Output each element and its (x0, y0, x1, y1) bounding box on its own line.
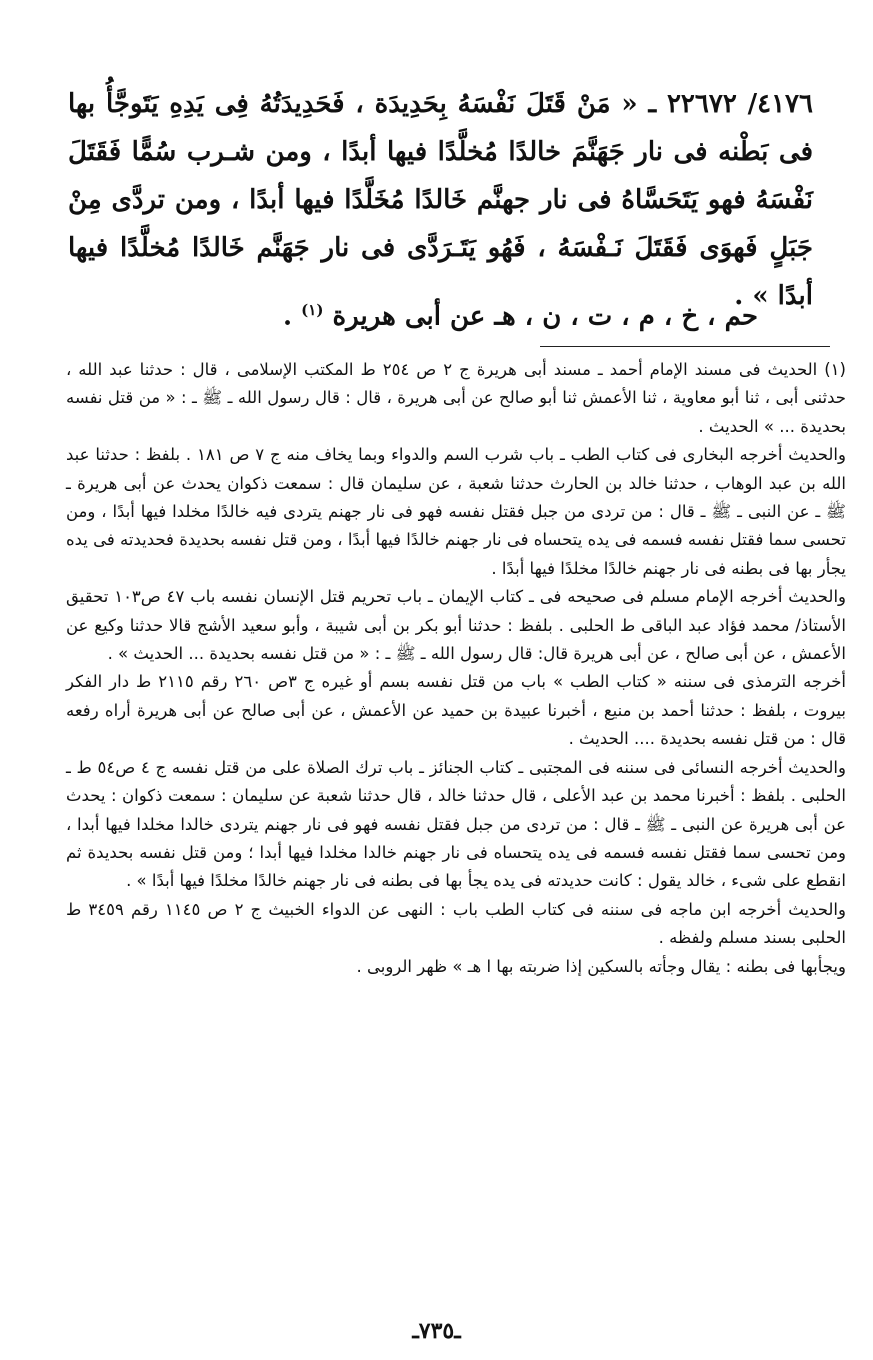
footnotes-block (66, 356, 846, 981)
footnote-paragraph: والحديث أخرجه البخارى فى كتاب الطب ـ باب شرب السم والدواء وبما يخاف منه ج ٧ ص ١٨١ . بلفظ : حدثنا عبد الله بن عبد الوهاب ، حدثنا خالد بن الحارث حدثنا شعبة ، عن سليمان قال : سمعت ذكوان يحدث عن أبى هريرة ـ ﷺ ـ عن النبى ـ ﷺ ـ قال : من تردى من جبل فقتل نفسه فهو فى نار جهنم يتردى فيه خالدًا مخلدا فيها أبدًا ، ومن تحسى سما فقتل نفسه فسمه فى يده يتحساه فى نار جهنم خالدًا فيها أبدًا ، ومن قتل نفسه بحديدة فحديدته فى يده يجأر بها فى بطنه فى نار جهنم خالدًا مخلدًا فيها أبدًا . (66, 445, 846, 578)
footnote-paragraph: ويجأبها فى بطنه : يقال وجأته بالسكين إذا ضربته بها ا هـ » ظهر الروبى . (356, 956, 846, 976)
hadith-source-line (68, 290, 758, 337)
footnote-divider (540, 346, 830, 347)
hadith-text: ٤١٧٦/ ٢٢٦٧٢ ـ « مَنْ قَتَلَ نَفْسَهُ بِحَدِيدَة ، فَحَدِيدَتُهُ فِى يَدِهِ يَتَوجَّأُ بها فى بَطْنه فى نار جَهَنَّمَ خالدًا مُخلَّدًا فيها أبدًا ، ومن شـرب سُمًّا فَقَتَلَ نَفْسَهُ فهو يَتَحَسَّاهُ فى نار جهنَّم خَالدًا مُخَلَّدًا فيها أبدًا ، ومن تردَّى مِنْ جَبَلٍ فَهوَى فَقَتَلَ نَـفْسَهُ ، فَهُو يَتَـرَدَّى فى نار جَهَنَّم خَالدًا مُخلَّدًا فيها أبدًا » . (68, 89, 813, 311)
footnote-paragraph: والحديث أخرجه النسائى فى سننه فى المجتبى ـ كتاب الجنائز ـ باب ترك الصلاة على من قتل نفسه ج ٤ ص٥٤ ط ـ الحلبى . بلفظ : أخبرنا محمد بن عبد الأعلى ، قال حدثنا خالد ، قال حدثنا شعبة عن سليمان : سمعت ذكوان : يحدث عن أبى هريرة عن النبى ـ ﷺ ـ قال : من تردى من جبل فقتل نفسه فهو فى نار جهنم يتردى خالدا مخلدا فيها أبدا ، ومن تحسى سما فقتل نفسه فسمه فى يده يتحساه فى نار جهنم خالدا مخلدا فيها أبدا ؛ ومن قتل نفسه بحديدة ثم انقطع على شىء ، خالد يقول : كانت حديدته فى يده يجأ بها فى بطنه فى نار جهنم خالدًا مخلدًا فيها أبدًا » . (66, 757, 846, 891)
footnote-marker: (١) (301, 301, 324, 319)
footnote-paragraph: والحديث أخرجه الإمام مسلم فى صحيحه فى ـ كتاب الإيمان ـ باب تحريم قتل الإنسان نفسه باب ٤٧ ص١٠٣ تحقيق الأستاذ/ محمد فؤاد عبد الباقى ط الحلبى . بلفظ : حدثنا أبو بكر بن أبى شيبة ، وأبو سعيد الأشج قالا حدثنا وكيع عن الأعمش ، عن أبى صالح ، عن أبى هريرة قال: قال رسول الله ـ ﷺ ـ : « من قتل نفسه بحديدة ... الحديث » . (66, 587, 846, 664)
footnote-paragraph: (١) الحديث فى مسند الإمام أحمد ـ مسند أبى هريرة ج ٢ ص ٢٥٤ ط المكتب الإسلامى ، قال : حدثنا عبد الله ، حدثنى أبى ، ثنا أبو معاوية ، ثنا الأعمش ثنا أبو صالح عن أبى هريرة ، قال : قال رسول الله ـ ﷺ ـ : « من قتل نفسه بحديدة ... » الحديث . (66, 360, 846, 436)
page-number: ـ٧٣٥ـ (412, 1318, 461, 1344)
source-period: . (283, 301, 293, 332)
hadith-source: حم ، خ ، م ، ت ، ن ، هـ عن أبى هريرة (332, 301, 758, 332)
hadith-text-block (68, 80, 813, 320)
footnote-paragraph: والحديث أخرجه ابن ماجه فى سننه فى كتاب الطب باب : النهى عن الدواء الخبيث ج ٢ ص ١١٤٥ رقم ٣٤٥٩ ط الحلبى بسند مسلم ولفظه . (66, 899, 846, 948)
footnote-paragraph: أخرجه الترمذى فى سننه « كتاب الطب » باب من قتل نفسه بسم أو غيره ج ٣ص ٢٦٠ رقم ٢١١٥ ط دار الفكر بيروت ، بلفظ : حدثنا أحمد بن منيع ، أخبرنا عبيدة بن حميد عن الأعمش ، عن أبى صالح عن أبى هريرة أراه رفعه قال : من قتل نفسه بحديدة .... الحديث . (66, 672, 846, 749)
